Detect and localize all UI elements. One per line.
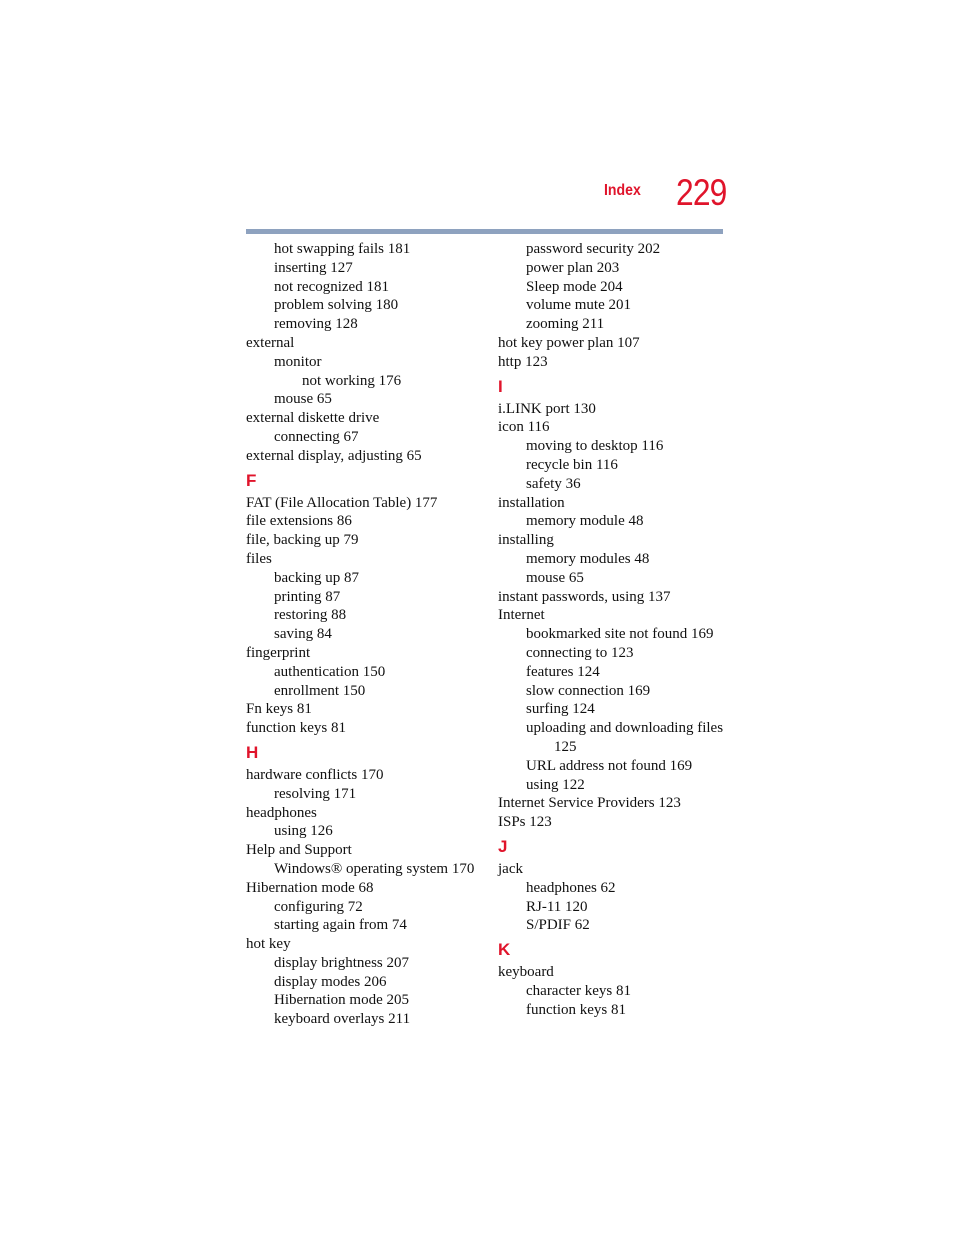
index-entry: saving 84 — [274, 626, 332, 643]
index-entry: configuring 72 — [274, 898, 363, 915]
index-entry: authentication 150 — [274, 663, 386, 680]
index-entry: display brightness 207 — [274, 954, 409, 971]
index-column-left — [246, 240, 486, 1029]
index-entry: bookmarked site not found 169 — [526, 626, 714, 643]
index-entry: memory module 48 — [526, 513, 644, 530]
index-entry: Hibernation mode 68 — [246, 879, 374, 896]
index-entry: external display, adjusting 65 — [246, 447, 422, 464]
index-entry: S/PDIF 62 — [526, 917, 590, 934]
index-entry-continuation: 125 — [554, 738, 577, 755]
index-entry: headphones 62 — [526, 879, 616, 896]
index-entry: URL address not found 169 — [526, 757, 693, 774]
index-entry: restoring 88 — [274, 607, 347, 624]
header-rule — [246, 229, 723, 234]
index-entry: external — [246, 334, 295, 351]
index-entry: monitor — [274, 353, 322, 370]
index-entry: jack — [498, 860, 523, 877]
index-entry: uploading and downloading files — [526, 720, 724, 737]
index-entry: character keys 81 — [526, 982, 631, 999]
index-entry: memory modules 48 — [526, 550, 650, 567]
index-entry: headphones — [246, 804, 317, 821]
index-entry: moving to desktop 116 — [526, 438, 664, 455]
index-entry: icon 116 — [498, 419, 550, 436]
index-entry: hardware conflicts 170 — [246, 766, 384, 783]
index-entry: connecting 67 — [274, 428, 359, 445]
page-number: 229 — [676, 172, 727, 213]
index-entry: backing up 87 — [274, 569, 359, 586]
index-entry: instant passwords, using 137 — [498, 588, 671, 605]
index-entry: external diskette drive — [246, 410, 380, 427]
index-entry: volume mute 201 — [526, 297, 631, 314]
index-entry: hot key — [246, 936, 291, 953]
index-entry: Internet Service Providers 123 — [498, 795, 681, 812]
index-entry: hot key power plan 107 — [498, 334, 640, 351]
index-entry: installing — [498, 532, 554, 549]
index-entry: resolving 171 — [274, 785, 357, 802]
index-entry: mouse 65 — [274, 391, 332, 408]
index-entry: files — [246, 550, 272, 567]
index-letter-heading: K — [498, 940, 511, 960]
index-entry: Windows® operating system 170 — [274, 860, 475, 877]
index-entry: Hibernation mode 205 — [274, 992, 409, 1009]
index-entry: power plan 203 — [526, 259, 620, 276]
index-entry: Internet — [498, 607, 545, 624]
index-entry: installation — [498, 494, 565, 511]
index-entry: using 122 — [526, 776, 585, 793]
index-letter-heading: H — [246, 742, 259, 762]
index-entry: keyboard — [498, 964, 554, 981]
index-entry: password security 202 — [526, 241, 661, 257]
index-entry: features 124 — [526, 663, 600, 680]
index-entry: i.LINK port 130 — [498, 400, 596, 417]
index-entry: hot swapping fails 181 — [274, 241, 411, 257]
index-entry: not recognized 181 — [274, 278, 389, 295]
index-entry: Fn keys 81 — [246, 701, 312, 718]
index-entry: recycle bin 116 — [526, 456, 618, 473]
index-entry: file extensions 86 — [246, 513, 352, 530]
index-letter-heading: F — [246, 470, 257, 490]
index-letter-heading: I — [498, 376, 503, 396]
index-entry: connecting to 123 — [526, 644, 634, 661]
index-entry: http 123 — [498, 353, 548, 370]
index-entry: mouse 65 — [526, 569, 584, 586]
index-entry: function keys 81 — [246, 720, 346, 737]
index-entry: problem solving 180 — [274, 297, 399, 314]
index-entry: display modes 206 — [274, 973, 387, 990]
index-entry: fingerprint — [246, 644, 311, 661]
index-entry: RJ-11 120 — [526, 898, 588, 915]
index-column-right — [498, 240, 728, 1019]
index-entry: starting again from 74 — [274, 917, 407, 934]
index-letter-heading: J — [498, 836, 508, 856]
index-entry: FAT (File Allocation Table) 177 — [246, 494, 438, 511]
index-entry: Sleep mode 204 — [526, 278, 623, 295]
index-entry: not working 176 — [302, 372, 402, 389]
index-entry: function keys 81 — [526, 1001, 626, 1018]
index-entry: using 126 — [274, 823, 333, 840]
index-entry: keyboard overlays 211 — [274, 1011, 411, 1028]
index-entry: safety 36 — [526, 475, 581, 492]
index-entry: enrollment 150 — [274, 682, 366, 699]
index-entry: inserting 127 — [274, 259, 353, 276]
running-header-section: Index — [604, 182, 641, 199]
index-entry: file, backing up 79 — [246, 532, 359, 549]
index-entry: removing 128 — [274, 316, 358, 333]
index-entry: surfing 124 — [526, 701, 595, 718]
index-entry: Help and Support — [246, 842, 352, 859]
index-entry: ISPs 123 — [498, 814, 552, 831]
index-entry: slow connection 169 — [526, 682, 651, 699]
index-entry: zooming 211 — [526, 316, 605, 333]
index-entry: printing 87 — [274, 588, 341, 605]
